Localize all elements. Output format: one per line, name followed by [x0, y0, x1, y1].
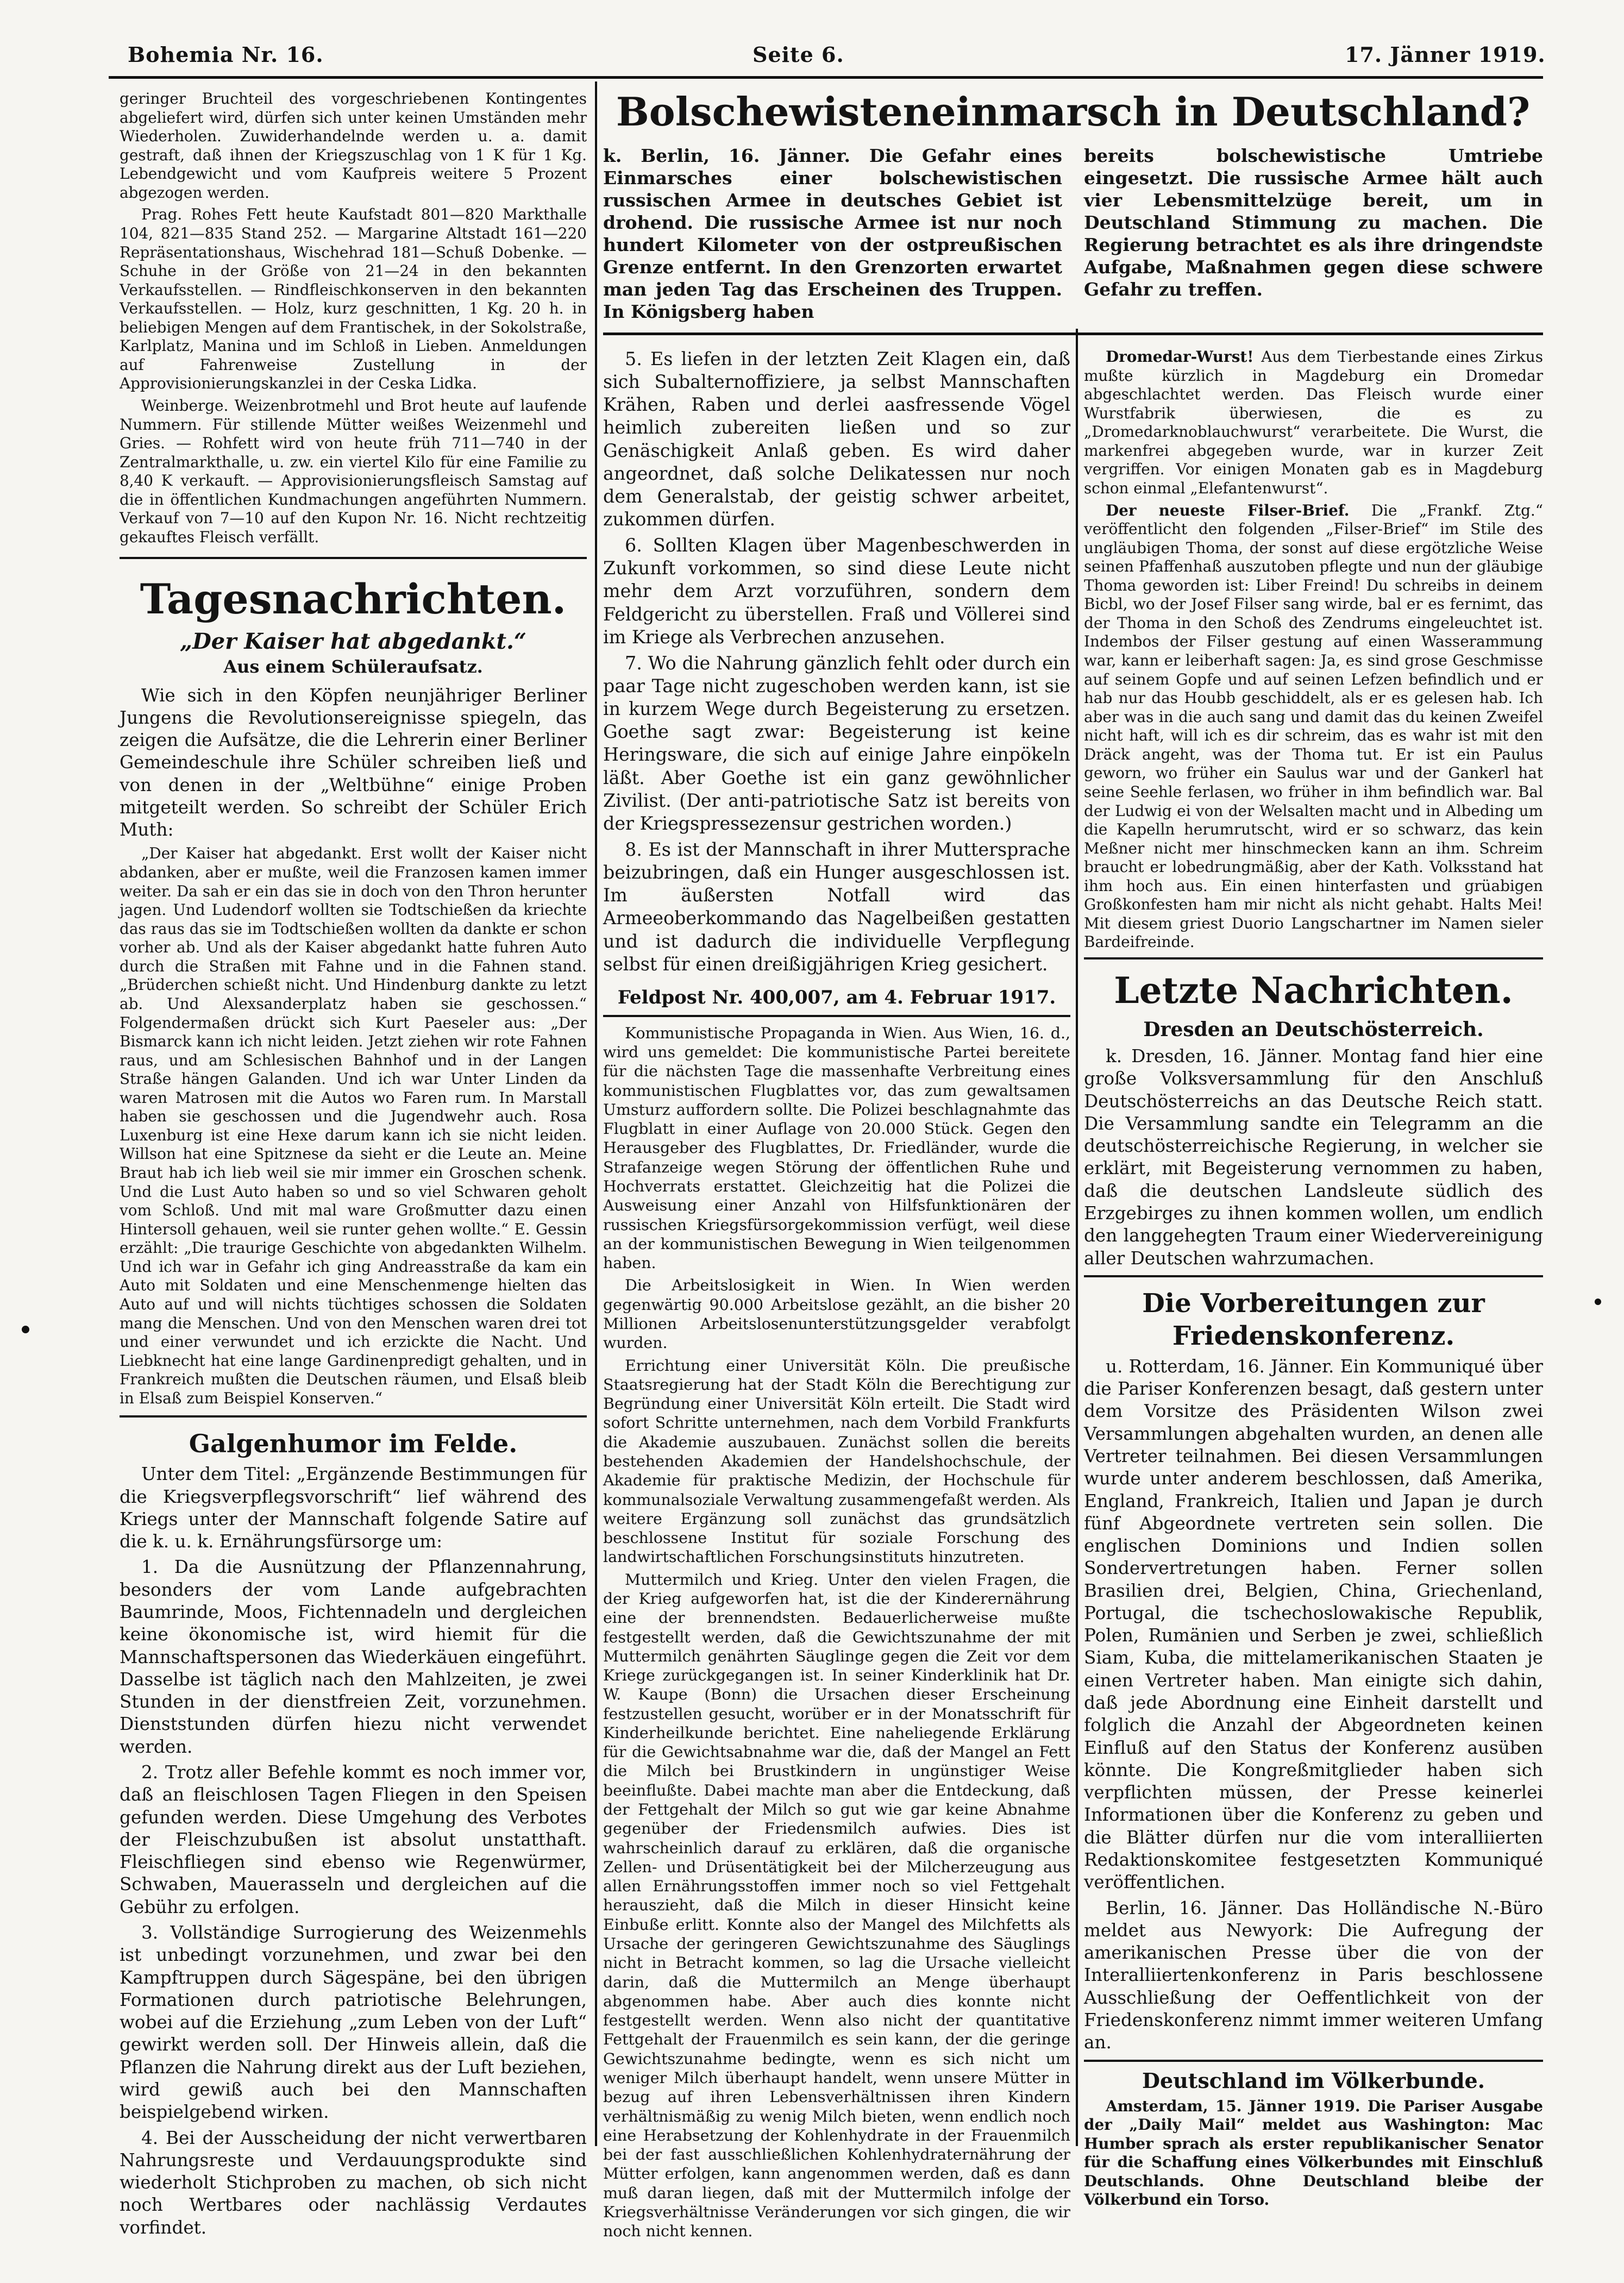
banner-article [603, 87, 1543, 335]
right-column [1084, 348, 1543, 2213]
dromedar-item [1084, 348, 1543, 498]
voelkerbund-text: Amsterdam, 15. Jänner 1919. Die Pariser Ausgabe der „Daily Mail“ meldet aus Washington: Mac Humber sprach als erster republikanischer Senator für die Schaffung eines Völkerbundes mit Einschluß Deutschlands. Ohne Deutschland bleibe der Völkerbund ein Torso. [1084, 2097, 1543, 2209]
news-universitaet-koeln: Errichtung einer Universität Köln. Die preußische Staatsregierung hat der Stadt Köln die Berechtigung zur Begründung einer Universität Köln erteilt. Die Stadt wird sofort Schritte unternehmen, nach dem Vorbild Frankfurts die Akademie auszubauen. Zunächst sollen die bereits bestehenden Akademien der Handelshochschule, der Akademie für praktische Medizin, der Hochschule für kommunalsoziale Verwaltung zusammengefaßt werden. Als weitere Ergänzung soll zunächst das grundsätzlich beschlossene Institut für soziale Forschung des landwirtschaftlichen Forschungsinstituts hinzutreten. [603, 1356, 1070, 1566]
filser-text: Die „Frankf. Ztg.“ veröffentlicht den folgenden „Filser-Brief“ im Stile des ungläubigen Thoma, der sonst auf diese ergötzliche Weise seinen Pfaffenhaß auszutoben pflegte und nun der gläubige Thoma geworden ist: Liber Freind! Du schreibs in deinem Bicbl, wo der Josef Filser sang wirde, bal er es fernimt, das der Thoma in den Schoß des Zendrums eingeleuchtet ist. Indembos der Filser gestung auf einen Wasserammung war, kann er leiberhaft sagen: Ja, es sind grose Geschmisse auf seinem Gopfe und auf seinen Lefzen befindlich und er hab nur das Houbb geschiddelt, als er es gelesen hab. Ich aber was in die auch sang und damit das du keinen Zweifel nicht haft, will ich es dir schreim, das es wahr ist mit den Dräck angeht, was der Thoma tut. Er ist ein Paulus geworn, wo früher ein Saulus war und der Gankerl hat seine Seehle ferlasen, wo früher in ihm befindlich war. Bal der Ludwig ei von der Welsalten macht und in Albeding um die Kapelln herumrutscht, wird er so schwarz, das kein Meßner nicht mer hinschmecken kann an ihm. Schreim braucht er lobedrungmäßig, aber der Kath. Volksstand hat ihm hoch aus. Ein einen hinterfasten und grüabigen Großkonfesten ham mir nicht als nicht gehabt. Halts Mei! Mit diesem griest Duorio Langschartner im Namen sieler Bardeifreinde. [1084, 501, 1543, 951]
banner-rule [603, 333, 1543, 335]
kaiser-subheading: Aus einem Schüleraufsatz. [223, 656, 483, 677]
intro-paragraph-1: geringer Bruchteil des vorgeschriebenen Kontingentes abgeliefert wird, dürfen sich unter keinen Umständen mehr Wiederholen. Zuwiderhandelnde werden u. a. damit gestraft, daß ihnen der Kriegszuschlag von 1 K für 1 Kg. Lebendgewicht und vom Kaufpreis weitere 5 Prozent abgezogen werden. [120, 90, 587, 202]
middle-column [603, 348, 1070, 2244]
dromedar-text: Aus dem Tierbestande eines Zirkus mußte kürzlich in Magdeburg ein Dromedar abgeschlachtet werden. Das Fleisch wurde einer Wurstfabrik überwiesen, die es zu „Dromedarknoblauchwurst“ verarbeitete. Die Wurst, die markenfrei abgegeben wurde, war in kurzer Zeit vergriffen. Vor einigen Monaten gab es in Magdeburg schon einmal „Elefantenwurst“. [1084, 348, 1543, 497]
filser-title: Der neueste Filser-Brief. [1106, 501, 1350, 519]
banner-heading: Bolschewisteneinmarsch in Deutschland? [616, 89, 1531, 135]
galgen-paragraph-1: Unter dem Titel: „Ergänzende Bestimmungen für die Kriegsverpflegsvorschrift“ lief während des Kriegs unter der Mannschaft folgende Satire auf die k. u. k. Ernährungsfürsorge um: [120, 1464, 587, 1552]
tagesnachrichten-heading: Tagesnachrichten. [140, 574, 567, 623]
friedenskonferenz-heading: Die Vorbereitungen zur Friedenskonferenz. [1142, 1288, 1485, 1351]
section-rule [1084, 2060, 1543, 2062]
left-column [120, 90, 587, 2242]
galgen-paragraph-5: 4. Bei der Ausscheidung der nicht verwertbaren Nahrungsreste und Verdauungsprodukte sind wiederholt Stichproben zu machen, ob sich nicht noch Wertbares oder nachlässig Verdautes vorfindet. [120, 2127, 587, 2238]
feldpost-signature: Feldpost Nr. 400,007, am 4. Februar 1917. [617, 986, 1056, 1008]
header-date: 17. Jänner 1919. [1345, 42, 1546, 67]
header-masthead: Bohemia Nr. 16. [128, 42, 324, 67]
column-divider-right [1076, 329, 1078, 2146]
banner-column-a: k. Berlin, 16. Jänner. Die Gefahr eines Einmarsches einer bolschewistischen russischen Armee in deutsches Gebiet ist drohend. Die russische Armee ist nur noch hundert Kilometer von der ostpreußischen Grenze entfernt. In den Grenzorten erwartet man jeden Tag das Erscheinen des Truppen. In Königsberg haben [603, 145, 1062, 322]
galgen-paragraph-8: 7. Wo die Nahrung gänzlich fehlt oder durch ein paar Tage nicht zugeschoben werden kann, ist sie in kurzem Wege durch Begeisterung zu ersetzen. Goethe sagt zwar: Begeisterung ist keine Heringsware, die sich auf einige Jahre einpökeln läßt. Aber Goethe ist ein ganz gewöhnlicher Zivilist. (Der anti-patriotische Satz ist bereits von der Kriegspressezensur gestrichen worden.) [603, 652, 1070, 834]
dromedar-title: Dromedar-Wurst! [1106, 348, 1254, 366]
section-rule [1084, 1275, 1543, 1277]
galgen-paragraph-9: 8. Es ist der Mannschaft in ihrer Muttersprache beizubringen, daß ein Hunger ausgeschlossen ist. Im äußersten Notfall wird das Armeeoberkommando das Nagelbeißen gestatten und ist dadurch die individuelle Verpflegung selbst für einen dreißigjährigen Krieg gesichert. [603, 838, 1070, 975]
column-divider-left [595, 81, 597, 2146]
filser-item [1084, 501, 1543, 952]
dresden-text: k. Dresden, 16. Jänner. Montag fand hier eine große Volksversammlung für den Anschluß Deutschösterreichs an das Deutsche Reich statt. Die Versammlung sandte ein Telegramm an die deutschösterreichische Regierung, in welcher sie erklärt, mit Begeisterung vernommen zu haben, daß die deutschen Landsleute südlich des Erzgebirges zu ihnen kommen wollen, um endlich den langgehegten Traum einer Wiedervereinigung aller Deutschen wahrzumachen. [1084, 1046, 1543, 1269]
intro-paragraph-2: Prag. Rohes Fett heute Kaufstadt 801—820 Markthalle 104, 821—835 Stand 252. — Margarine Altstadt 161—220 Repräsentationshaus, Wischehrad 181—Schuß Dobenke. — Schuhe in der Größe von 21—24 in den bekannten Verkaufsstellen. — Rindfleischkonserven in den bekannten Verkaufsstellen. — Holz, kurz geschnitten, 1 Kg. 20 h. in beliebigen Mengen auf dem Frantischek, in der Sokolstraße, Karlplatz, Manina und im Schloß in Lieben. Anmeldungen auf Fahrenweise Zustellung in der Approvisionierungskanzlei in der Ceska Lidka. [120, 205, 587, 393]
voelkerbund-heading: Deutschland im Völkerbunde. [1142, 2068, 1485, 2093]
header-page-number: Seite 6. [753, 42, 844, 67]
kaiser-intro: Wie sich in den Köpfen neunjähriger Berliner Jungens die Revolutionsereignisse spiegeln, das zeigen die Aufsätze, die die Lehrerin einer Berliner Gemeindeschule ihre Schüler schreiben ließ und von denen in der „Weltbühne“ einige Proben mitgeteilt werden. So schreibt der Schüler Erich Muth: [120, 685, 587, 841]
galgen-paragraph-4: 3. Vollständige Surrogierung des Weizenmehls ist unbedingt vorzunehmen, und zwar bei den Kampftruppen durch Sägespäne, bei den übrigen Formationen durch patriotische Belehrungen, wobei auf die Erziehung „zum Leben von der Luft“ gewirkt werden soll. Der Hinweis allein, daß die Pflanzen die Nahrung direkt aus der Luft beziehen, wird gewiß auch bei den Mannschaften beispielgebend wirken. [120, 1922, 587, 2123]
galgenhumor-heading: Galgenhumor im Felde. [189, 1429, 518, 1459]
news-arbeitslosigkeit: Die Arbeitslosigkeit in Wien. In Wien werden gegenwärtig 90.000 Arbeitslose gezählt, an die bisher 20 Millionen Arbeitslosenunterstützungsgelder verabfolgt wurden. [603, 1276, 1070, 1352]
dresden-heading: Dresden an Deutschösterreich. [1143, 1018, 1484, 1041]
letzte-nachrichten-heading: Letzte Nachrichten. [1114, 969, 1513, 1012]
galgen-paragraph-3: 2. Trotz aller Befehle kommt es noch immer vor, daß an fleischlosen Tagen Fliegen in den Speisen gefunden werden. Diese Umgehung des Verbotes der Fleischzubußen ist absolut unstatthaft. Fleischfliegen sind ebenso wie Regenwürmer, Schwaben, Mauerasseln und dergleichen auf die Gebühr zu erfolgen. [120, 1762, 587, 1917]
galgen-paragraph-2: 1. Da die Ausnützung der Pflanzennahrung, besonders der vom Lande aufgebrachten Baumrinde, Moos, Fichtennadeln und dergleichen keine ökonomische ist, wird hiemit für die Mannschaftspersonen das Wiederkäuen eingeführt. Dasselbe ist täglich nach den Mahlzeiten, je zwei Stunden in der dienstfreien Zeit, vorzunehmen. Dienststunden dürfen hiezu nicht verwendet werden. [120, 1557, 587, 1757]
scan-speck [1595, 1299, 1601, 1305]
header-rule [109, 76, 1543, 79]
section-rule [1084, 957, 1543, 959]
intro-paragraph-3: Weinberge. Weizenbrotmehl und Brot heute auf laufende Nummern. Für stillende Mütter weißes Weizenmehl und Gries. — Rohfett wird von heute früh 711—740 in der Zentralmarkthalle, u. zw. ein viertel Kilo für eine Familie zu 8,40 K verkauft. — Approvisionierungsfleisch Samstag auf die in öffentlichen Kundmachungen angeführten Nummern. Verkauf von 7—10 auf den Kupon Nr. 16. Nicht rechtzeitig gekauftes Fleisch verfällt. [120, 397, 587, 546]
news-muttermilch: Muttermilch und Krieg. Unter den vielen Fragen, die der Krieg aufgeworfen hat, ist die der Kinderernährung eine der brennendsten. Bedauerlicherweise mußte festgestellt werden, daß die Gewichtszunahme der mit Muttermilch genährten Säuglinge gegen die Zeit vor dem Kriege zurückgegangen ist. In seiner Kinderklinik hat Dr. W. Kaupe (Bonn) die Ursachen dieser Erscheinung festzustellen gesucht, worüber er in der Monatsschrift für Kinderheilkunde berichtet. Eine naheliegende Erklärung für die Gewichtsabnahme war die, daß der Mangel an Fett die Milch bei Brustkindern in ungünstiger Weise beeinflußte. Dabei machte man aber die Entdeckung, daß der Fettgehalt der Milch so gut wie gar keine Abnahme gegenüber der Friedensmilch aufwies. Dies ist wahrscheinlich darauf zu erklären, daß die organische Zellen- und Drüsentätigkeit bei der Milcherzeugung aus allen Ernährungsstoffen immer noch so viel Fettgehalt herauszieht, daß die Milch in dieser Hinsicht keine Einbuße erlitt. Konnte also der Mangel des Milchfetts als Ursache der geringeren Gewichtszunahme des Säuglings nicht in Betracht kommen, so lag die Ursache vielleicht darin, daß die Muttermilch an Menge überhaupt abgenommen habe. Aber auch dies konnte nicht festgestellt werden. Wenn also nicht der quantitative Fettgehalt der Frauenmilch es sein kann, der die geringe Gewichtszunahme bedingte, wenn es sich nicht um weniger Milch überhaupt handelt, wenn unsere Mütter in bezug auf ihren Lebensverhältnissen ihren Kindern verhältnismäßig zu wenig Milch bieten, wenn endlich noch eine Herabsetzung der Kohlenhydrate in der Frauenmilch bei der fast ausschließlichen Kohlenhydraternährung der Mütter erfolgen, kann angenommen werden, daß es dann muß daran liegen, daß mit der Muttermilch infolge der Kriegsverhältnisse Veränderungen vor sich gingen, die wir noch nicht kennen. [603, 1570, 1070, 2241]
berlin-text: Berlin, 16. Jänner. Das Holländische N.-Büro meldet aus Newyork: Die Aufregung der amerikanischen Presse über die von der Interalliiertenkonferenz in Paris beschlossene Ausschließung der Oeffentlichkeit von der Friedenskonferenz nimmt immer weiteren Umfang an. [1084, 1897, 1543, 2053]
kaiser-quote: „Der Kaiser hat abgedankt. Erst wollt der Kaiser nicht abdanken, aber er mußte, weil die Franzosen kamen immer weiter. Da sah er ein das sie in doch von den Thron herunter jagen. Und Ludendorf wollten sie Todtschießen da kriechte das raus das sie im Todtschießen wollten da dankte er schon vorher ab. Und als der Kaiser abgedankt hatte fuhren Auto durch die Straßen mit Fahne und in die Fahnen stand. „Brüderchen schießt nicht. Und Hindenburg dankte zu letzt ab. Und Alexsanderplatz haben sie geschossen.“ Folgendermaßen drückt sich Kurt Paeseler aus: „Der Bismarck kann ich nicht leiden. Jetzt ziehen wir rote Fahnen raus, und am Schlesischen Bahnhof und in der Langen Straße hängen Galanden. Und ich war Unter Linden da waren Matrosen mit die Autos wo Faren rum. In Marstall haben sie geschossen und die Jugendwehr auch. Rosa Luxenburg ist eine Hexe darum kann ich sie nicht leiden. Willson hat eine Spitznese da sieht er die Leute an. Meine Braut hab ich lieb weil sie mir immer ein Groschen schenk. Und die Lust Auto haben so und so viel Schwaren geholt vom Schloß. Und mit mal ware Großmutter dazu einen Hintersoll gehauen, weil sie runter gehen wollte.“ E. Gessin erzählt: „Die traurige Geschichte von abgedankten Wilhelm. Und ich war in Gefahr ich ging Andreasstraße da kam ein Auto mit Soldaten und eine Menschenmenge hielten das Auto auf und will nichts tüchtiges schossen die Soldaten mang die Menschen. Und von den Menschen waren drei tot und einer verwundet und ich erzickte die Nacht. Und Liebknecht hat eine lange Gardinenpredigt gehalten, und in Frankreich mußten die Deutschen räumen, und Elsaß bleib in Elsaß zum Beispiel Konserven.“ [120, 844, 587, 1407]
banner-body [603, 145, 1543, 326]
rotterdam-text: u. Rotterdam, 16. Jänner. Ein Kommuniqué über die Pariser Konferenzen besagt, daß gestern unter dem Vorsitze des Präsidenten Wilson zwei Versammlungen abgehalten wurden, an denen alle Vertreter teilnahmen. Bei diesen Versammlungen wurde unter anderem beschlossen, daß Amerika, England, Frankreich, Italien und Japan je durch fünf Abgeordnete vertreten sein sollen. Die englischen Dominions und Indien sollen Sondervertretungen haben. Ferner sollen Brasilien drei, Belgien, China, Griechenland, Portugal, die tschechoslowakische Republik, Polen, Rumänien und Serben je zwei, schließlich Siam, Kuba, die mittelamerikanischen Staaten je einen Vertreter haben. Man einigte sich dahin, daß jede Abordnung eine Einheit darstellt und folglich die Anzahl der Abgeordneten keinen Einfluß auf den Status der Konferenz ausüben könnte. Die Kongreßmitglieder haben sich verpflichten müssen, der Presse keinerlei Informationen über die Konferenz zu geben und die Blätter dürfen nur die vom interalliierten Redaktionskomitee festgesetzten Kommuniqué veröffentlichen. [1084, 1356, 1543, 1893]
section-rule [603, 1015, 1070, 1017]
kaiser-heading: „Der Kaiser hat abgedankt.“ [180, 628, 526, 654]
scan-speck [22, 1326, 29, 1333]
section-rule [120, 1415, 587, 1418]
banner-column-b: bereits bolschewistische Umtriebe eingesetzt. Die russische Armee hält auch vier Lebensmittelzüge bereit, um in Deutschland Stimmung zu machen. Die Regierung betrachtet es als ihre dringendste Aufgabe, Maßnahmen gegen diese schwere Gefahr zu treffen. [1084, 145, 1543, 300]
galgen-paragraph-6: 5. Es liefen in der letzten Zeit Klagen ein, daß sich Subalternoffiziere, ja selbst Mannschaften Krähen, Raben und derlei aasfressende Vögel heimlich zubereiten ließen und so zur Genäschigkeit Anlaß geben. Es wird daher angeordnet, daß solche Delikatessen nur noch dem Generalstab, der geistig schwer arbeitet, zukommen dürfen. [603, 348, 1070, 530]
news-kommunistische-propaganda: Kommunistische Propaganda in Wien. Aus Wien, 16. d., wird uns gemeldet: Die kommunistische Partei bereitete für die nächsten Tage die massenhafte Verbreitung eines kommunistischen Flugblattes vor, das zum gewaltsamen Umsturz auffordern sollte. Die Polizei beschlagnahmte das Flugblatt in einer Auflage von 20.000 Stück. Gegen den Herausgeber des Flugblattes, Dr. Friedländer, wurde die Strafanzeige wegen Störung der öffentlichen Ruhe und Hochverrats erstattet. Gleichzeitig hat die Polizei die Ausweisung einer Anzahl von Hilfsfunktionären der russischen Kriegsfürsorgekommission verfügt, weil diese an der kommunistischen Bewegung in Wien teilgenommen haben. [603, 1024, 1070, 1272]
section-rule [120, 557, 587, 559]
galgen-paragraph-7: 6. Sollten Klagen über Magenbeschwerden in Zukunft vorkommen, so sind diese Leute nicht mehr dem Arzt vorzuführen, sondern dem Feldgericht zu überstellen. Fraß und Völlerei sind im Kriege als Verbrechen anzusehen. [603, 535, 1070, 648]
